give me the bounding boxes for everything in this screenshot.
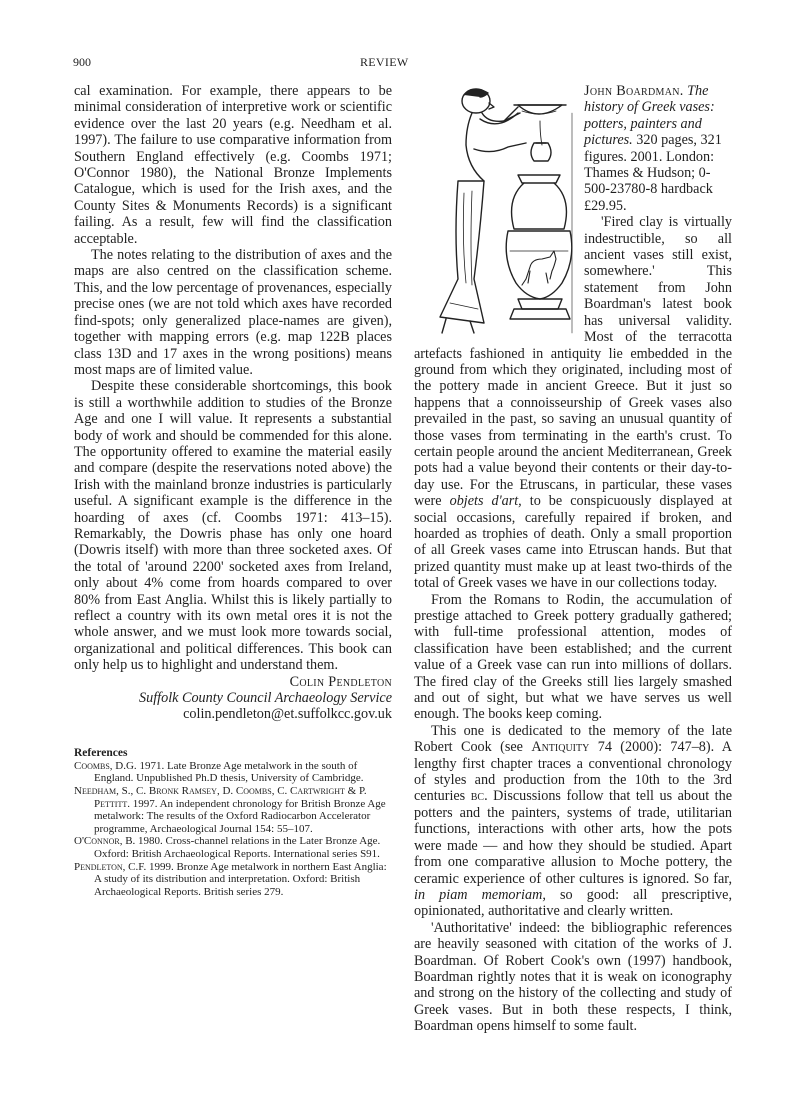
right-paragraph-1-end: to be conspicuously displayed at social occasions, carefully repaired if broken, and hoarded as trophies of death. Only a small proportion of all Greek vases came into Etruscan hands. But that prized quantity must make up at least two-thirds of the total of Greek vases we have in our collections today. [414,493,733,592]
left-paragraph-2: The notes relating to the distribution of axes and the maps are also centred on the classification scheme. This, and the low percentage of provenances, especially precise ones (we are not told which axes have recorded find-spots; only generalized place-names are given), together with mapping errors (e.g. map 122B places class 13D and 17 axes in the wrong positions) means most maps are of limited value. [74,247,392,378]
running-head: REVIEW [360,55,409,69]
era-bc: bc [470,788,485,805]
right-column [414,83,732,1035]
right-paragraph-3 [414,723,732,920]
reference-item [74,760,392,785]
figure-drawing-icon [414,83,580,335]
page-number: 900 [73,55,91,69]
journal-name: Antiquity [531,739,590,756]
reference-text: 1997. An independent chronology for British Bronze Age metalwork: The results of the Oxford Radiocarbon Accelerator programme, Archaeological Journal 154: 55–107. [94,797,386,835]
signature-email: colin.pendleton@et.suffolkcc.gov.uk [183,706,392,723]
right-paragraph-3-tail: so good: all prescriptive, opinionated, authoritative and clearly written. [414,886,732,920]
objets-dart-term: objets d'art, [449,493,522,510]
reference-authors: O'Connor, B. [74,835,136,848]
signature-institution: Suffolk County Council Archaeology Service [139,690,392,707]
reference-text: 1971. Late Bronze Age metalwork in the south of England. Unpublished Ph.D thesis, University of Cambridge. [94,759,364,785]
right-paragraph-1-text: 'Fired clay is virtually indestructible, so all ancient vases still exist, somewhere.' This statement from John Boardman's latest book has universal validity. Most of the terracotta artefacts fashioned in antiquity lie embedded in the ground from which they originated, including most of the pottery made in ancient Greece. But it just so happens that a connoisseurship of Greek vases also prevailed in the past, so saving an unusual quantity of those vases from terminating in the earth's crust. To certain people around the ancient Mediterranean, Greek pots had a value beyond their contents or their day-to-day use. For the Etruscans, in particular, these vases were [414,214,732,510]
latin-phrase: in piam memoriam, [414,886,546,903]
book-title: The history of Greek vases: potters, painters and pictures. [584,83,715,149]
reference-item [74,835,392,860]
reference-item [74,861,392,899]
book-details: 320 pages, 321 figures. 2001. London: Thames & Hudson; 0-500-23780-8 hardback £29.95. [584,132,722,214]
reference-item [74,785,392,835]
right-paragraph-4: 'Authoritative' indeed: the bibliographic references are heavily seasoned with citation of the works of J. Boardman. Of Robert Cook's own (1997) handbook, Boardman rightly notes that it is weak on iconography and strong on the history of the collecting and study of Greek vases. But in both these respects, I think, Boardman opens himself to some fault. [414,919,732,1035]
reference-authors: Needham, S., C. Bronk Ramsey, D. Coombs, C. Cartwright & P. Pettitt. [74,785,367,810]
signature-name: Colin Pendleton [289,673,392,690]
reference-text: 1980. Cross-channel relations in the Later Bronze Age. Oxford: British Archaeological Reports. International series S91. [94,835,381,860]
right-paragraph-3-start: This one is dedicated to the memory of the late Robert Cook (see [414,722,732,756]
references-heading: References [74,746,128,759]
reference-authors: Coombs, D.G. [74,759,137,772]
vase-painting-illustration [414,83,580,335]
reference-authors: Pendleton, C.F. [74,860,147,873]
book-author: John Boardman. [584,83,684,99]
left-paragraph-3: Despite these considerable shortcomings, this book is still a worthwhile addition to studies of the Bronze Age and one I will value. It represents a substantial body of work and should be commended for this alone. The opportunity offered to examine the material easily and compare (despite the reservations noted above) the Irish with the mainland bronze industries is particularly useful. A significant example is the difference in the hoarding of axes (cf. Coombs 1971: 413–15). Remarkably, the Dowris phase has only one hoard (Dowris itself) with more than three socketed axes. Of the total of 'around 2200' socketed axes from Ireland, only about 4% come from hoards compared to over 80% from East Anglia. Whilst this is likely partially to reflect a country with its own metal ores it is not the whole answer, and we must look more towards social, organizational and political differences. This book can only help us to highlight and understand them. [74,378,392,674]
left-column [74,83,392,898]
right-paragraph-3-mid: 74 (2000): 747–8). A lengthy first chapter traces a conventional chronology of styles and production from the 10th to the 3rd centuries [414,739,732,805]
right-paragraph-3-end: . Discussions follow that tell us about the potters and the painters, systems of trade, utilitarian functions, interactions with other arts, how the pots were made — and how they should be studied. Apart from one comparative allusion to Moche pottery, the ceramic experience of other cultures is ignored. So far, [414,788,733,887]
right-paragraph-2: From the Romans to Rodin, the accumulation of prestige attached to Greek pottery gradually gathered; with full-time professional attention, modes of classification have been established; and the current value of a Greek vase can run into millions of dollars. The fired clay of the Greeks still lies largely smashed and out of sight, but what we have serves us well enough. The books keep coming. [414,591,732,723]
reference-text: 1999. Bronze Age metalwork in northern East Anglia: A study of its distribution and interpretation. Oxford: British Archaeological Reports. British series 279. [94,860,387,898]
left-paragraph-1: cal examination. For example, there appears to be minimal consideration of interpretive work or scientific evidence over the last 20 years (e.g. Needham et al. 1997). The failure to use comparative information from Southern England effectively (e.g. Coombs 1971; O'Connor 1980), the National Bronze Implements Catalogue, which is used for the Irish axes, and the County Sites & Monuments Records) is a significant failing. As a result, few will find the classification acceptable. [74,83,392,247]
